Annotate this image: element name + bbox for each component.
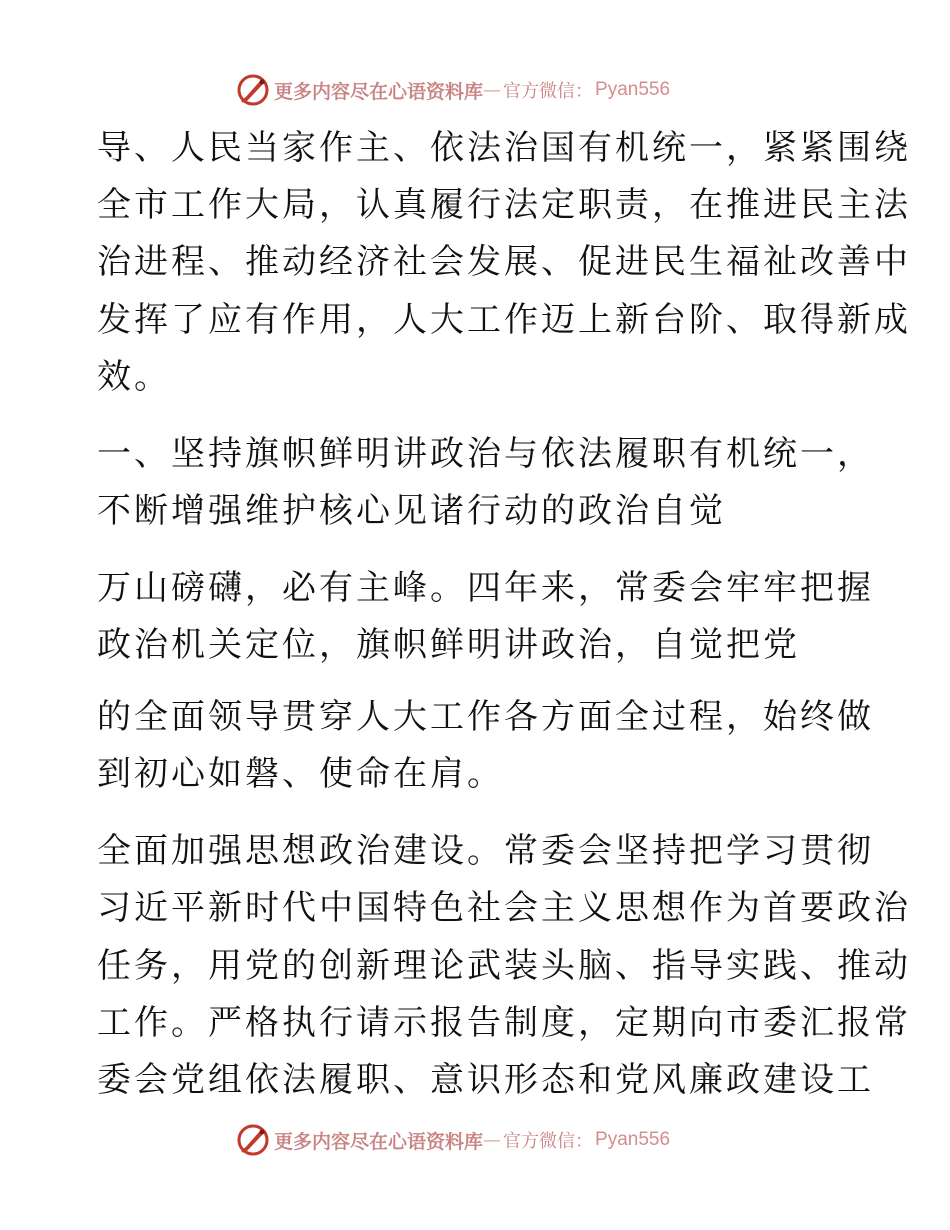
banner-text: 更多内容尽在心语资料库: [274, 1130, 484, 1153]
section-heading-line: 不断增强维护核心见诸行动的政治自觉: [97, 491, 726, 531]
text-line: 的全面领导贯穿人大工作各方面全过程，始终做: [97, 697, 874, 737]
text-line: 发挥了应有作用，人大工作迈上新台阶、取得新成: [97, 300, 911, 340]
text-line: 到初心如磐、使命在肩。: [97, 754, 504, 794]
text-line: 任务，用党的创新理论武装头脑、指导实践、推动: [97, 946, 911, 986]
text-line: 导、人民当家作主、依法治国有机统一，紧紧围绕: [97, 128, 911, 168]
text-line: 效。: [97, 357, 171, 397]
banner-wechat-label: 官方微信：: [503, 1131, 594, 1152]
banner-wechat-id: Pyan556: [595, 1129, 671, 1150]
banner-wechat-label: 官方微信：: [503, 81, 594, 102]
text-line: 政治机关定位，旗帜鲜明讲政治，自觉把党: [97, 625, 800, 665]
text-line: 工作。严格执行请示报告制度，定期向市委汇报常: [97, 1003, 911, 1043]
banner-wechat-id: Pyan556: [595, 79, 671, 100]
text-line: 委会党组依法履职、意识形态和党风廉政建设工: [97, 1060, 874, 1100]
section-heading-line: 一、坚持旗帜鲜明讲政治与依法履职有机统一，: [97, 434, 874, 474]
banner-dash: —: [483, 1129, 502, 1151]
footer-banner: [236, 1120, 716, 1160]
text-line: 全市工作大局，认真履行法定职责，在推进民主法: [97, 185, 911, 225]
text-line: 万山磅礴，必有主峰。四年来，常委会牢牢把握: [97, 568, 874, 608]
text-line: 习近平新时代中国特色社会主义思想作为首要政治: [97, 888, 911, 928]
banner-dash: —: [483, 79, 502, 101]
text-line: 全面加强思想政治建设。常委会坚持把学习贯彻: [97, 831, 874, 871]
text-line: 治进程、推动经济社会发展、促进民生福祉改善中: [97, 242, 911, 282]
banner-text: 更多内容尽在心语资料库: [274, 80, 484, 103]
quill-logo-icon: [236, 1123, 270, 1157]
